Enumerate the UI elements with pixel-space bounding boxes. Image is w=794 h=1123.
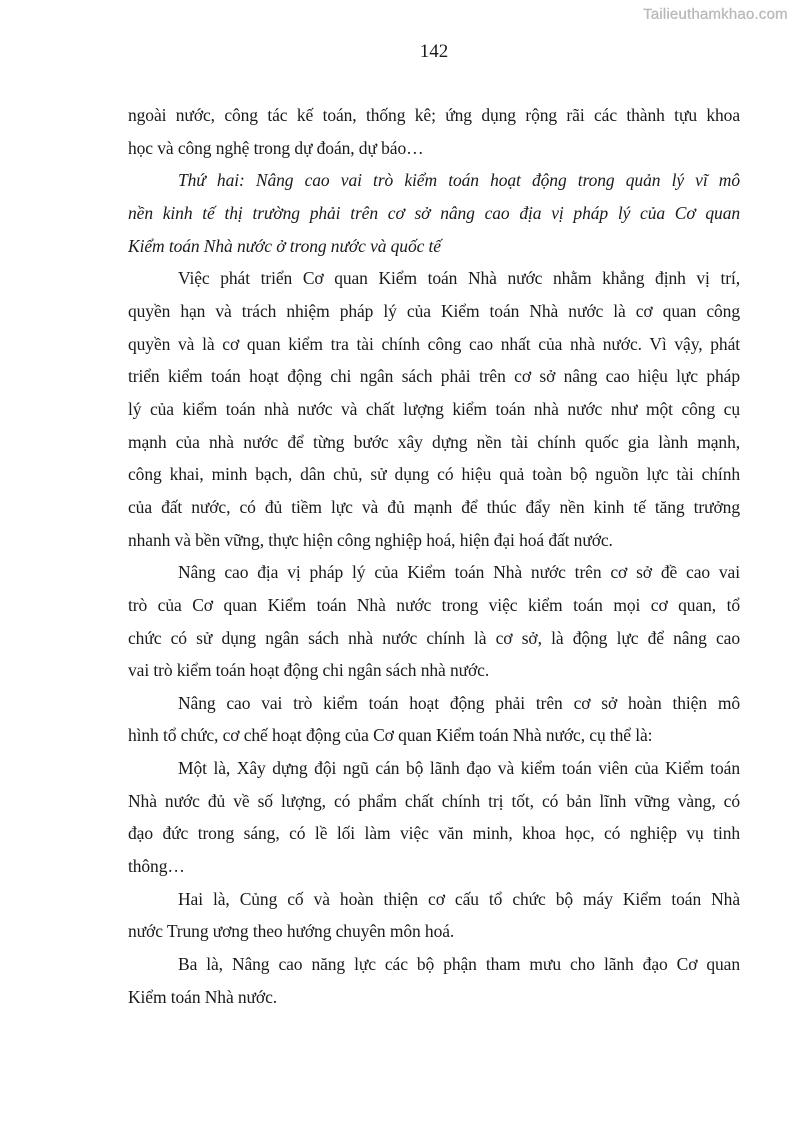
paragraph — [128, 687, 740, 752]
text-line: của đất nước, có đủ tiềm lực và đủ mạnh để thúc đẩy nền kinh tế tăng trưởng — [128, 496, 740, 517]
text-line: Nâng cao vai trò kiểm toán hoạt động phải trên cơ sở hoàn thiện mô — [178, 692, 740, 713]
text-line: quyền và là cơ quan kiểm tra tài chính công cao nhất của nhà nước. Vì vậy, phát — [128, 333, 740, 354]
text-line: Hai là, Củng cố và hoàn thiện cơ cấu tổ chức bộ máy Kiểm toán Nhà — [178, 888, 740, 909]
text-line: chức có sử dụng ngân sách nhà nước chính là cơ sở, là động lực để nâng cao — [128, 627, 740, 648]
text-line: học và công nghệ trong dự đoán, dự báo… — [128, 137, 424, 158]
document-body — [128, 99, 740, 1013]
text-line: triển kiểm toán hoạt động chi ngân sách phải trên cơ sở nâng cao hiệu lực pháp — [128, 366, 740, 387]
text-line: Việc phát triển Cơ quan Kiểm toán Nhà nước nhằm khẳng định vị trí, — [178, 268, 740, 289]
paragraph — [128, 164, 740, 262]
text-line: vai trò kiểm toán hoạt động chi ngân sách nhà nước. — [128, 660, 490, 681]
paragraph — [128, 556, 740, 687]
text-line: hình tổ chức, cơ chế hoạt động của Cơ quan Kiểm toán Nhà nước, cụ thể là: — [128, 725, 653, 746]
text-line: Nhà nước đủ về số lượng, có phẩm chất chính trị tốt, có bản lĩnh vững vàng, có — [128, 790, 740, 811]
paragraph — [128, 948, 740, 1013]
paragraph — [128, 99, 740, 164]
text-line: nước Trung ương theo hướng chuyên môn hoá. — [128, 921, 455, 942]
text-line: lý của kiểm toán nhà nước và chất lượng kiểm toán nhà nước như một công cụ — [128, 398, 740, 419]
text-line: trò của Cơ quan Kiểm toán Nhà nước trong việc kiểm toán mọi cơ quan, tổ — [128, 594, 740, 615]
paragraph — [128, 883, 740, 948]
paragraph — [128, 752, 740, 883]
text-line: nền kinh tế thị trường phải trên cơ sở nâng cao địa vị pháp lý của Cơ quan — [128, 202, 740, 223]
text-line: đạo đức trong sáng, có lề lối làm việc văn minh, khoa học, có nghiệp vụ tinh — [128, 823, 740, 844]
text-line: nhanh và bền vững, thực hiện công nghiệp hoá, hiện đại hoá đất nước. — [128, 529, 613, 550]
text-line: mạnh của nhà nước để từng bước xây dựng nền tài chính quốc gia lành mạnh, — [128, 431, 740, 452]
watermark: Tailieuthamkhao.com — [643, 6, 788, 23]
text-line: ngoài nước, công tác kế toán, thống kê; ứng dụng rộng rãi các thành tựu khoa — [128, 105, 740, 125]
text-line: Kiểm toán Nhà nước ở trong nước và quốc tế — [128, 235, 441, 256]
text-line: Kiểm toán Nhà nước. — [128, 986, 278, 1007]
text-line: Nâng cao địa vị pháp lý của Kiểm toán Nhà nước trên cơ sở đề cao vai — [178, 562, 740, 583]
text-line: Thứ hai: Nâng cao vai trò kiểm toán hoạt động trong quản lý vĩ mô — [178, 170, 740, 191]
paragraph — [128, 262, 740, 556]
page-number: 142 — [419, 41, 449, 62]
text-line: thông… — [128, 856, 185, 877]
text-line: quyền hạn và trách nhiệm pháp lý của Kiểm toán Nhà nước là cơ quan công — [128, 300, 740, 321]
text-line: công khai, minh bạch, dân chủ, sử dụng có hiệu quả toàn bộ nguồn lực tài chính — [128, 464, 740, 485]
text-line: Ba là, Nâng cao năng lực các bộ phận tham mưu cho lãnh đạo Cơ quan — [178, 954, 740, 975]
text-line: Một là, Xây dựng đội ngũ cán bộ lãnh đạo và kiểm toán viên của Kiểm toán — [178, 758, 740, 779]
